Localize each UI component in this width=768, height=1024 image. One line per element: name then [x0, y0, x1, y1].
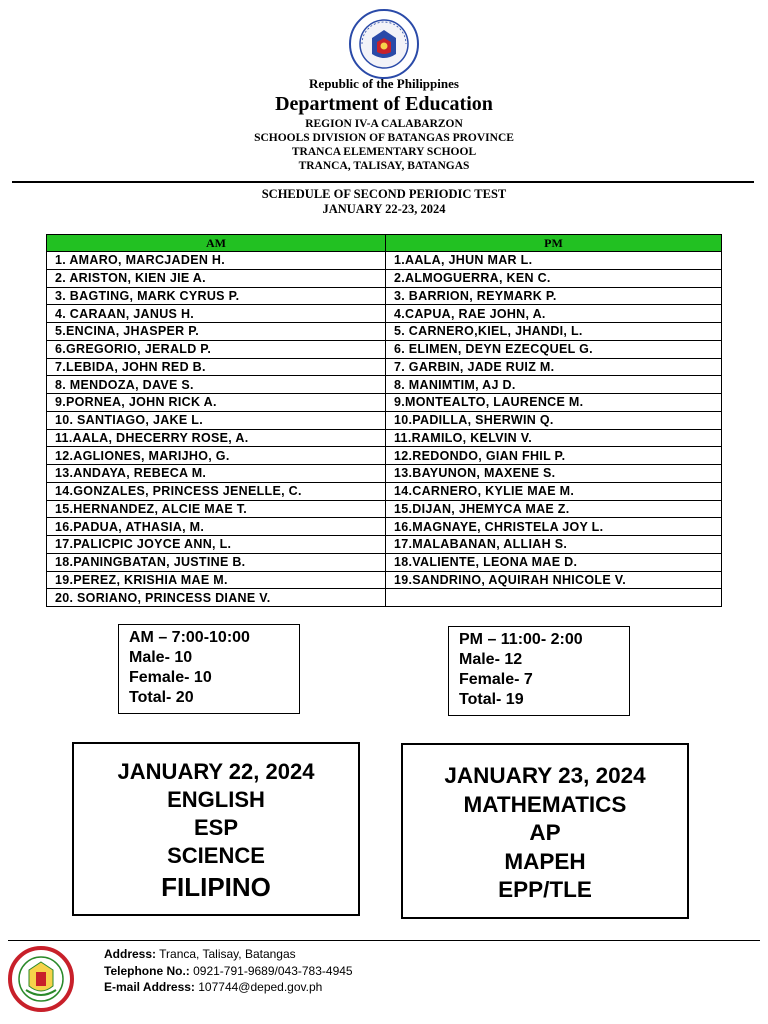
table-row [47, 465, 722, 483]
am-female-count: Female- 10 [129, 669, 212, 686]
footer-phone-line [104, 963, 353, 980]
am-student: 17.PALICPIC JOYCE ANN, L. [47, 536, 386, 554]
pm-student: 8. MANIMTIM, AJ D. [386, 376, 722, 394]
pm-student: 12.REDONDO, GIAN FHIL P. [386, 447, 722, 465]
am-student: 4. CARAAN, JANUS H. [47, 305, 386, 323]
am-session-box [118, 624, 300, 714]
table-row [47, 287, 722, 305]
deped-seal-logo [348, 8, 420, 80]
day2-subject: EPP/TLE [498, 877, 592, 902]
day1-subject: SCIENCE [167, 843, 265, 868]
day2-subject: MAPEH [504, 848, 586, 874]
table-row [47, 518, 722, 536]
am-student: 2. ARISTON, KIEN JIE A. [47, 269, 386, 287]
schedule-dates: JANUARY 22-23, 2024 [322, 202, 446, 216]
pm-student: 17.MALABANAN, ALLIAH S. [386, 536, 722, 554]
table-row [47, 411, 722, 429]
roster-table [46, 234, 722, 607]
school-logo [8, 946, 74, 1012]
table-row [47, 589, 722, 607]
pm-student: 10.PADILLA, SHERWIN Q. [386, 411, 722, 429]
footer-email-line [104, 979, 353, 996]
roster-header-row [47, 235, 722, 252]
day1-subject: FILIPINO [161, 872, 271, 902]
pm-student: 11.RAMILO, KELVIN V. [386, 429, 722, 447]
pm-student: 9.MONTEALTO, LAURENCE M. [386, 394, 722, 412]
table-row [47, 482, 722, 500]
pm-student: 13.BAYUNON, MAXENE S. [386, 465, 722, 483]
am-student: 9.PORNEA, JOHN RICK A. [47, 394, 386, 412]
am-student: 16.PADUA, ATHASIA, M. [47, 518, 386, 536]
pm-student: 6. ELIMEN, DEYN EZECQUEL G. [386, 340, 722, 358]
table-row [47, 358, 722, 376]
email-value: 107744@deped.gov.ph [194, 980, 323, 994]
am-student: 3. BAGTING, MARK CYRUS P. [47, 287, 386, 305]
division-line: SCHOOLS DIVISION OF BATANGAS PROVINCE [254, 132, 514, 144]
pm-student: 2.ALMOGUERRA, KEN C. [386, 269, 722, 287]
pm-total-count: Total- 19 [459, 691, 524, 708]
table-row [47, 429, 722, 447]
am-student: 5.ENCINA, JHASPER P. [47, 323, 386, 341]
address-label: Address: [104, 947, 157, 961]
day2-date: JANUARY 23, 2024 [444, 763, 646, 788]
pm-column-header: PM [386, 235, 722, 252]
day2-subjects-box [401, 743, 689, 919]
table-row [47, 394, 722, 412]
pm-student: 15.DIJAN, JHEMYCA MAE Z. [386, 500, 722, 518]
day1-subjects-box [72, 742, 360, 916]
table-row [47, 305, 722, 323]
footer-address-line [104, 946, 353, 963]
day1-date: JANUARY 22, 2024 [117, 759, 315, 784]
school-name: TRANCA ELEMENTARY SCHOOL [291, 146, 477, 158]
pm-student: 4.CAPUA, RAE JOHN, A. [386, 305, 722, 323]
pm-session-box [448, 626, 630, 716]
table-row [47, 447, 722, 465]
table-row [47, 500, 722, 518]
am-student: 14.GONZALES, PRINCESS JENELLE, C. [47, 482, 386, 500]
footer-divider [8, 940, 760, 941]
pm-student: 1.AALA, JHUN MAR L. [386, 252, 722, 270]
am-student: 1. AMARO, MARCJADEN H. [47, 252, 386, 270]
pm-student: 19.SANDRINO, AQUIRAH NHICOLE V. [386, 571, 722, 589]
day1-subject: ESP [193, 815, 239, 840]
am-student: 11.AALA, DHECERRY ROSE, A. [47, 429, 386, 447]
am-male-count: Male- 10 [129, 649, 193, 666]
address-value: Tranca, Talisay, Batangas [156, 947, 296, 961]
pm-female-count: Female- 7 [459, 671, 533, 688]
pm-student [386, 589, 722, 607]
pm-session-time: PM – 11:00- 2:00 [459, 631, 583, 648]
am-student: 18.PANINGBATAN, JUSTINE B. [47, 553, 386, 571]
header-divider [12, 181, 754, 183]
am-student: 6.GREGORIO, JERALD P. [47, 340, 386, 358]
am-student: 7.LEBIDA, JOHN RED B. [47, 358, 386, 376]
email-label: E-mail Address: [104, 980, 195, 994]
table-row [47, 553, 722, 571]
republic-heading: Republic of the Philippines [309, 76, 459, 91]
pm-student: 3. BARRION, REYMARK P. [386, 287, 722, 305]
pm-student: 5. CARNERO,KIEL, JHANDI, L. [386, 323, 722, 341]
table-row [47, 323, 722, 341]
table-row [47, 340, 722, 358]
am-student: 10. SANTIAGO, JAKE L. [47, 411, 386, 429]
phone-label: Telephone No.: [104, 963, 190, 978]
pm-student: 14.CARNERO, KYLIE MAE M. [386, 482, 722, 500]
table-row [47, 536, 722, 554]
region-line: REGION IV-A CALABARZON [305, 118, 463, 130]
pm-student: 18.VALIENTE, LEONA MAE D. [386, 553, 722, 571]
table-row [47, 252, 722, 270]
table-row [47, 269, 722, 287]
schedule-title: SCHEDULE OF SECOND PERIODIC TEST [261, 187, 507, 201]
day1-subject: ENGLISH [167, 787, 265, 812]
pm-male-count: Male- 12 [459, 651, 523, 668]
phone-value: 0921-791-9689/043-783-4945 [189, 963, 353, 978]
school-address: TRANCA, TALISAY, BATANGAS [298, 160, 470, 172]
pm-student: 16.MAGNAYE, CHRISTELA JOY L. [386, 518, 722, 536]
am-session-time: AM – 7:00-10:00 [129, 629, 250, 646]
am-student: 8. MENDOZA, DAVE S. [47, 376, 386, 394]
am-student: 19.PEREZ, KRISHIA MAE M. [47, 571, 386, 589]
am-student: 20. SORIANO, PRINCESS DIANE V. [47, 589, 386, 607]
am-student: 15.HERNANDEZ, ALCIE MAE T. [47, 500, 386, 518]
am-student: 12.AGLIONES, MARIJHO, G. [47, 447, 386, 465]
day2-subject: AP [529, 820, 561, 845]
table-row [47, 376, 722, 394]
am-total-count: Total- 20 [129, 689, 194, 706]
table-row [47, 571, 722, 589]
day2-subject: MATHEMATICS [463, 791, 627, 817]
department-heading: Department of Education [275, 93, 493, 115]
pm-student: 7. GARBIN, JADE RUIZ M. [386, 358, 722, 376]
footer-contact [104, 946, 353, 996]
am-column-header: AM [47, 235, 386, 252]
am-student: 13.ANDAYA, REBECA M. [47, 465, 386, 483]
